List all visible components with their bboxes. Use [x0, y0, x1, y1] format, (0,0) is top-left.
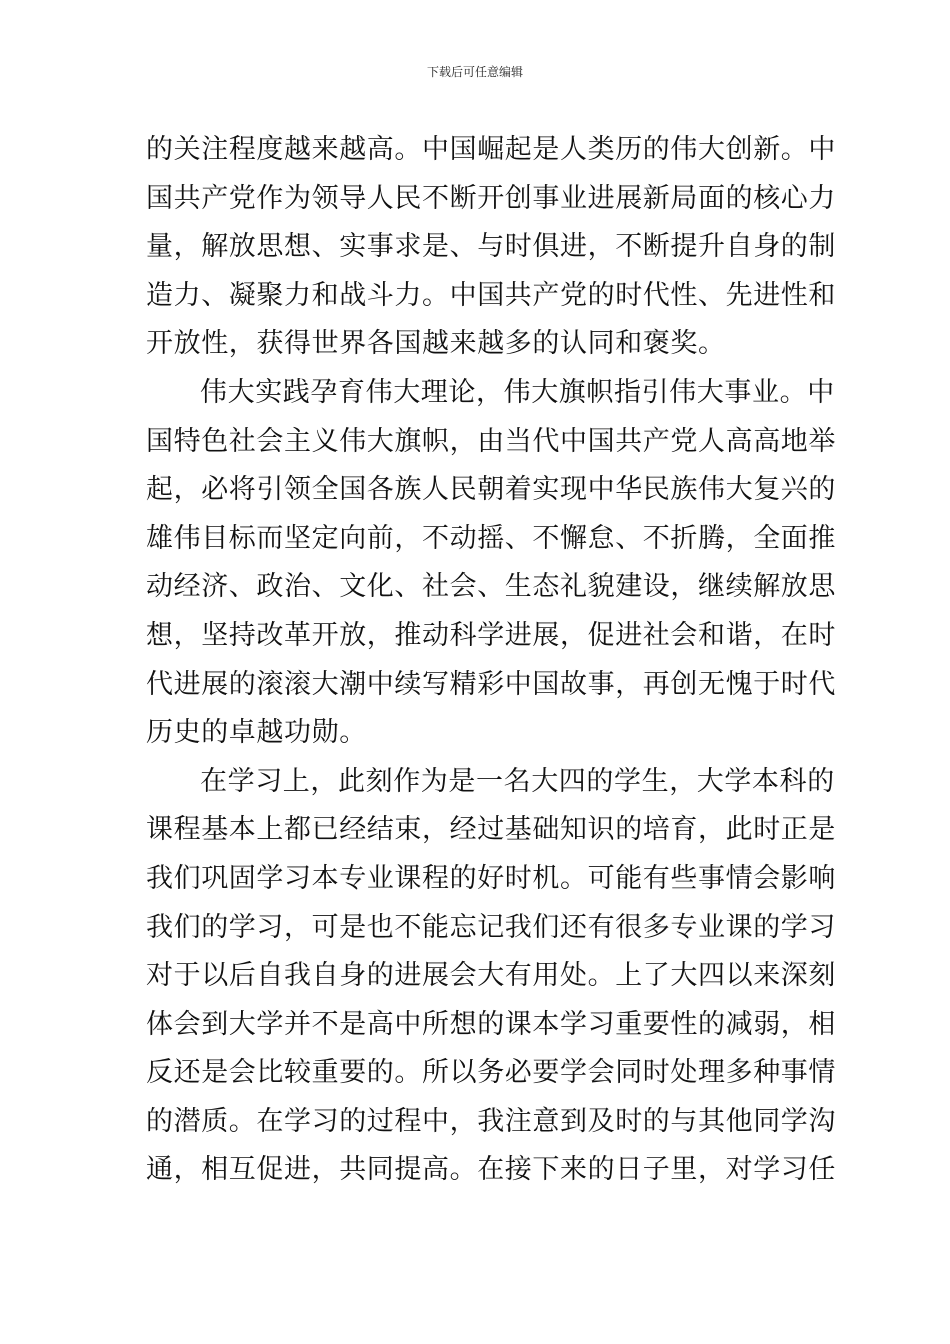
text-line: 对于以后自我自身的进展会大有用处。上了大四以来深刻: [146, 960, 836, 992]
text-line: 的潜质。在学习的过程中，我注意到及时的与其他同学沟: [146, 1105, 836, 1137]
text-line: 在学习上，此刻作为是一名大四的学生，大学本科的: [200, 765, 835, 797]
text-line: 国共产党作为领导人民不断开创事业进展新局面的核心力: [146, 182, 836, 214]
text-line: 代进展的滚滚大潮中续写精彩中国故事，再创无愧于时代: [146, 668, 836, 700]
text-line: 国特色社会主义伟大旗帜，由当代中国共产党人高高地举: [146, 425, 836, 457]
text-line: 的关注程度越来越高。中国崛起是人类历的伟大创新。中: [146, 134, 836, 165]
text-line: 动经济、政治、文化、社会、生态礼貌建设，继续解放思: [146, 571, 836, 603]
text-line: 通，相互促进，共同提高。在接下来的日子里，对学习任: [146, 1154, 836, 1186]
text-line: 想，坚持改革开放，推动科学进展，促进社会和谐，在时: [146, 619, 836, 651]
paragraph-2: [146, 369, 836, 758]
text-line: 体会到大学并不是高中所想的课本学习重要性的减弱，相: [146, 1008, 836, 1040]
text-line: 历史的卓越功勋。: [146, 717, 367, 749]
text-line: 课程基本上都已经结束，经过基础知识的培育，此时正是: [146, 814, 836, 846]
paragraph-3: [146, 758, 836, 1195]
text-line: 我们的学习，可是也不能忘记我们还有很多专业课的学习: [146, 911, 836, 943]
text-line: 伟大实践孕育伟大理论，伟大旗帜指引伟大事业。中: [200, 376, 835, 408]
text-line: 量，解放思想、实事求是、与时俱进，不断提升自身的制: [146, 231, 836, 263]
page-header: 下载后可任意编辑: [426, 65, 523, 79]
text-line: 我们巩固学习本专业课程的好时机。可能有些事情会影响: [146, 862, 836, 894]
text-line: 反还是会比较重要的。所以务必要学会同时处理多种事情: [146, 1057, 836, 1089]
document-body: [146, 126, 836, 1195]
text-line: 开放性，获得世界各国越来越多的认同和褒奖。: [146, 328, 726, 360]
text-line: 起，必将引领全国各族人民朝着实现中华民族伟大复兴的: [146, 474, 836, 506]
text-line: 雄伟目标而坚定向前，不动摇、不懈怠、不折腾，全面推: [146, 522, 836, 554]
paragraph-1: [146, 126, 836, 369]
text-line: 造力、凝聚力和战斗力。中国共产党的时代性、先进性和: [146, 279, 836, 311]
